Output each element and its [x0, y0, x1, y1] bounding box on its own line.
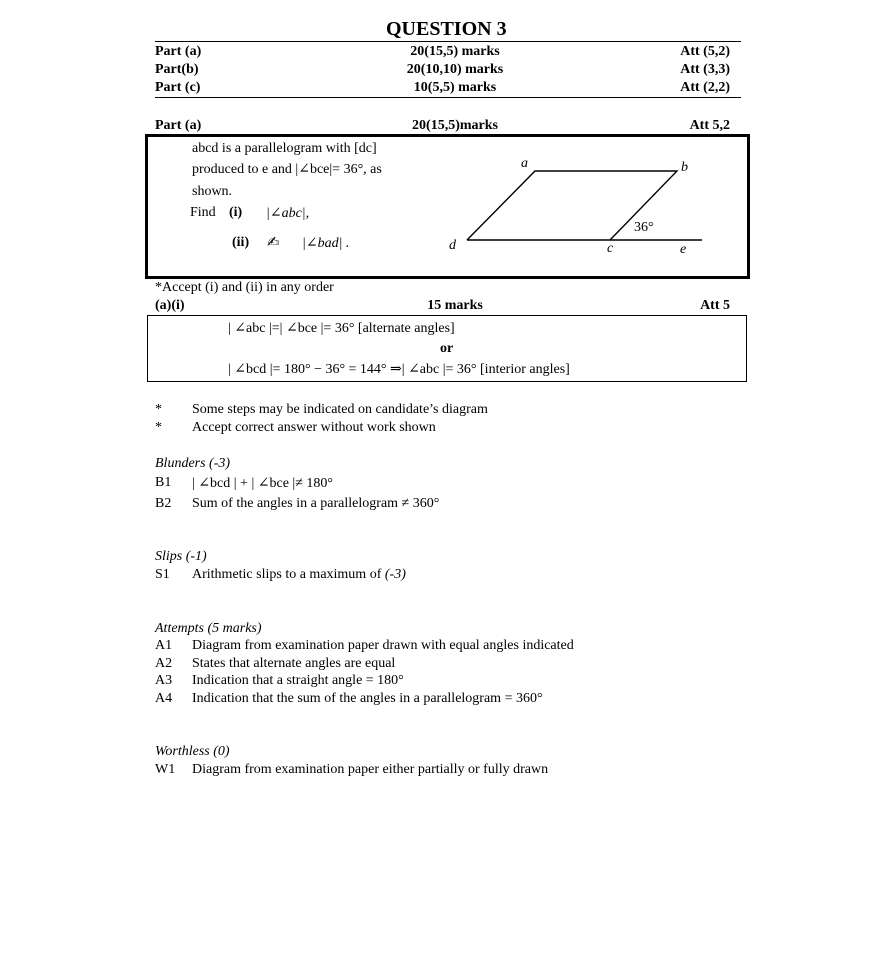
- part-a-att: Att 5,2: [689, 118, 730, 133]
- worthless-code: W1: [155, 762, 176, 777]
- attempt-code: A4: [155, 691, 173, 706]
- blunder-code: B2: [155, 496, 172, 511]
- solution-line-1: | ∠abc |=| ∠bce |= 36° [alternate angles]: [228, 321, 455, 336]
- attempt-text: Indication that a straight angle = 180°: [192, 673, 404, 688]
- summary-part: Part (a): [155, 44, 202, 59]
- part-i-text: |∠abc|,: [266, 206, 310, 221]
- sub-att: Att 5: [700, 298, 730, 313]
- attempt-text: States that alternate angles are equal: [192, 656, 396, 671]
- slip-text: [192, 567, 406, 583]
- worthless-heading: Worthless (0): [155, 744, 230, 759]
- note-marker: *: [155, 420, 162, 435]
- part-ii-text: |∠bad| .: [302, 236, 350, 251]
- summary-row: [155, 62, 730, 80]
- slip-code: S1: [155, 567, 170, 582]
- question-title: QUESTION 3: [386, 18, 507, 40]
- sub-part-label: (a)(i): [155, 298, 185, 313]
- pencil-icon: ✍: [267, 233, 280, 251]
- vertex-label-e: e: [680, 242, 687, 257]
- vertex-label-b: b: [681, 160, 688, 175]
- part-i-label: (i): [229, 205, 243, 220]
- summary-row: [155, 80, 730, 98]
- blunder-text: | ∠bcd | + | ∠bce |≠ 180°: [192, 476, 333, 491]
- attempt-text: Indication that the sum of the angles in a parallelogram = 360°: [192, 691, 543, 706]
- part-a-marks: 20(15,5)marks: [412, 118, 498, 133]
- note-text: Accept correct answer without work shown: [192, 420, 436, 435]
- attempt-text: Diagram from examination paper drawn with equal angles indicated: [192, 638, 574, 653]
- attempt-code: A2: [155, 656, 173, 671]
- sub-marks: 15 marks: [427, 298, 483, 313]
- attempt-code: A3: [155, 673, 173, 688]
- note-marker: *: [155, 402, 162, 417]
- question-line-2: produced to e and |∠bce|= 36°, as: [192, 162, 382, 177]
- attempt-code: A1: [155, 638, 173, 653]
- part-ii-label: (ii): [232, 235, 250, 250]
- vertex-label-c: c: [607, 241, 614, 256]
- solution-line-2: | ∠bcd |= 180° − 36° = 144° ⇒| ∠abc |= 36° [interior angles]: [228, 362, 570, 377]
- blunder-code: B1: [155, 475, 172, 490]
- angle-label: 36°: [634, 220, 654, 235]
- summary-rule: [155, 97, 741, 98]
- worthless-text: Diagram from examination paper either partially or fully drawn: [192, 762, 549, 777]
- summary-att: Att (2,2): [680, 80, 730, 95]
- summary-row: [155, 44, 730, 62]
- slips-heading: Slips (-1): [155, 549, 207, 564]
- blunders-heading: Blunders (-3): [155, 456, 231, 471]
- sub-header: [155, 298, 730, 316]
- vertex-label-d: d: [449, 238, 456, 253]
- attempts-heading: Attempts (5 marks): [155, 621, 262, 636]
- question-line-1: abcd is a parallelogram with [dc]: [192, 141, 377, 156]
- slip-text-main: Arithmetic slips to a maximum of: [192, 567, 382, 582]
- find-label: Find: [190, 205, 216, 220]
- summary-att: Att (3,3): [680, 62, 730, 77]
- summary-part: Part (c): [155, 80, 201, 95]
- note-text: Some steps may be indicated on candidate’s diagram: [192, 402, 488, 417]
- blunder-text: Sum of the angles in a parallelogram ≠ 360°: [192, 496, 440, 511]
- title-rule: [155, 41, 741, 42]
- slip-text-tail: (-3): [384, 567, 406, 582]
- question-line-3: shown.: [192, 184, 233, 199]
- summary-att: Att (5,2): [680, 44, 730, 59]
- summary-marks: 20(10,10) marks: [406, 62, 504, 77]
- part-a-label: Part (a): [155, 118, 202, 133]
- summary-marks: 10(5,5) marks: [413, 80, 497, 95]
- summary-marks: 20(15,5) marks: [410, 44, 500, 59]
- summary-part: Part(b): [155, 62, 199, 77]
- solution-or: or: [440, 341, 454, 356]
- parallelogram-diagram: [440, 150, 710, 265]
- vertex-label-a: a: [521, 156, 528, 171]
- accept-note: *Accept (i) and (ii) in any order: [155, 280, 334, 295]
